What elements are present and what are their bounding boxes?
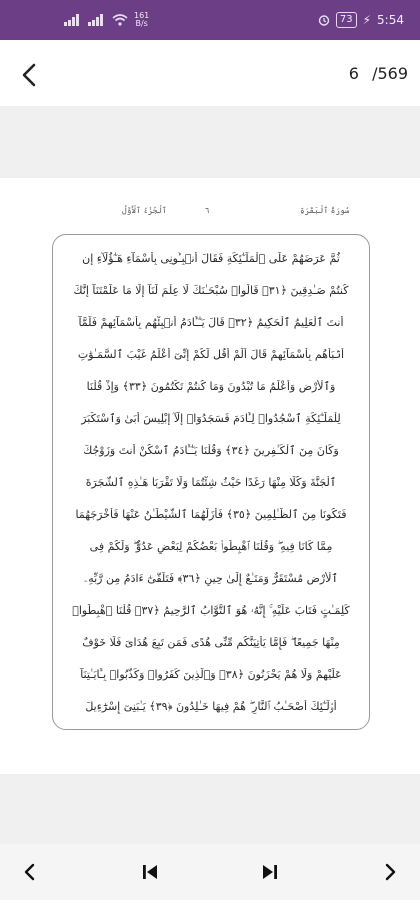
previous-page-icon[interactable] <box>16 858 44 886</box>
alarm-icon <box>318 14 330 26</box>
current-page: 6 <box>348 64 359 83</box>
verse-line-7: وَكَانَ مِنَ ٱلْكَـٰفِرِينَ ﴿٣٤﴾ وَقُلْنَا يَـٰٓـَٔادَمُ ٱسْكُنْ أَنتَ وَزَوْجُكَ <box>83 444 339 457</box>
juz-label: ٱلْجُزْءُ ٱلْأَوَّلُ <box>122 206 167 215</box>
mushaf-page[interactable] <box>0 178 420 774</box>
verse-line-9: فَتَكُونَا مِنَ ٱلظَّـٰلِمِينَ ﴿٣٥﴾ فَأَزَلَّهُمَا ٱلشَّيْطَـٰنُ عَنْهَا فَأَخْرَجَهُمَا <box>75 508 347 521</box>
total-pages: 569 <box>377 64 408 83</box>
status-right-icons <box>318 12 404 28</box>
verse-line-6: لِلْمَلَـٰٓئِكَةِ ٱسْجُدُوا۟ لِـَٔادَمَ فَسَجَدُوٓا۟ إِلَّآ إِبْلِيسَ أَبَىٰ وَٱسْتَكْبَرَ <box>81 412 341 425</box>
reader-bottom-margin <box>0 774 420 844</box>
verse-line-8: ٱلْجَنَّةَ وَكُلَا مِنْهَا رَغَدًا حَيْثُ شِئْتُمَا وَلَا تَقْرَبَا هَـٰذِهِ ٱلشَّجَرَةَ <box>85 476 337 489</box>
network-speed-unit: B/s <box>135 19 148 28</box>
charging-icon: ⚡ <box>362 13 372 27</box>
verse-line-10: مِمَّا كَانَا فِيهِ ۖ وَقُلْنَا ٱهْبِطُوا۟ بَعْضُكُمْ لِبَعْضٍ عَدُوٌّ ۖ وَلَكُمْ فِى <box>89 540 333 553</box>
verse-line-4: أَنۢبَأَهُم بِأَسْمَآئِهِمْ قَالَ أَلَمْ أَقُل لَّكُمْ إِنِّىٓ أَعْلَمُ غَيْبَ ٱلسَّمَـٰوَٰتِ <box>77 348 345 361</box>
skip-next-icon[interactable] <box>256 858 284 886</box>
surah-label: سُورَةُ ٱلْبَقَرَةِ <box>300 206 350 215</box>
skip-previous-icon[interactable] <box>136 858 164 886</box>
reader-top-margin <box>0 106 420 178</box>
status-left-icons <box>64 12 149 28</box>
verse-line-14: عَلَيْهِمْ وَلَا هُمْ يَحْزَنُونَ ﴿٣٨﴾ وَٱلَّذِينَ كَفَرُوا۟ وَكَذَّبُوا۟ بِـَٔايَـٰتِنَآ <box>80 668 342 681</box>
verse-line-12: كَلِمَـٰتٍ فَتَابَ عَلَيْهِ ۚ إِنَّهُۥ هُوَ ٱلتَّوَّابُ ٱلرَّحِيمُ ﴿٣٧﴾ قُلْنَا ٱهْبِطُوا۟ <box>72 604 350 617</box>
network-speed-value: 161 <box>134 11 150 20</box>
cellular-signal-icon <box>64 14 82 26</box>
page-counter <box>349 64 408 83</box>
battery-icon: 73 <box>336 12 357 28</box>
wifi-icon <box>112 14 128 26</box>
verse-line-13: مِنْهَا جَمِيعًا ۖ فَإِمَّا يَأْتِيَنَّكُم مِّنِّى هُدًى فَمَن تَبِعَ هُدَاىَ فَلَا خَوْفٌ <box>82 636 340 649</box>
page-header <box>0 206 420 222</box>
verse-line-1: ثُمَّ عَرَضَهُمْ عَلَى ٱلْمَلَـٰٓئِكَةِ فَقَالَ أَنۢبِـُٔونِى بِأَسْمَآءِ هَـٰٓؤُلَآءِ إِن <box>82 252 340 265</box>
bottom-nav <box>0 844 420 900</box>
top-bar <box>0 40 420 106</box>
status-time: 5:54 <box>377 13 404 27</box>
page-separator: / <box>372 64 378 83</box>
page-number-label: ٦ <box>205 206 210 215</box>
cellular-signal-2-icon <box>88 14 106 26</box>
verse-line-5: وَٱلْأَرْضِ وَأَعْلَمُ مَا تُبْدُونَ وَمَا كُنتُمْ تَكْتُمُونَ ﴿٣٣﴾ وَإِذْ قُلْنَا <box>86 380 336 393</box>
back-arrow-icon[interactable] <box>14 58 48 92</box>
verse-line-15: أُو۟لَـٰٓئِكَ أَصْحَـٰبُ ٱلنَّارِ ۖ هُمْ فِيهَا خَـٰلِدُونَ ﴿٣٩﴾ يَـٰبَنِىٓ إِسْرَٰٓءِيلَ <box>85 700 337 713</box>
verse-line-11: ٱلْأَرْضِ مُسْتَقَرٌّ وَمَتَـٰعٌ إِلَىٰ حِينٍ ﴿٣٦﴾ فَتَلَقَّىٰٓ ءَادَمُ مِن رَّبِّهِۦ <box>84 572 338 585</box>
network-speed <box>134 12 149 28</box>
status-bar <box>0 0 420 40</box>
next-page-icon[interactable] <box>376 858 404 886</box>
verse-line-2: كُنتُمْ صَـٰدِقِينَ ﴿٣١﴾ قَالُوا۟ سُبْحَـٰنَكَ لَا عِلْمَ لَنَآ إِلَّا مَا عَلَّمْتَنَآ إِنَّكَ <box>73 284 349 297</box>
verse-line-3: أَنتَ ٱلْعَلِيمُ ٱلْحَكِيمُ ﴿٣٢﴾ قَالَ يَـٰٓـَٔادَمُ أَنۢبِئْهُم بِأَسْمَآئِهِمْ فَلَمَّآ <box>78 316 344 329</box>
